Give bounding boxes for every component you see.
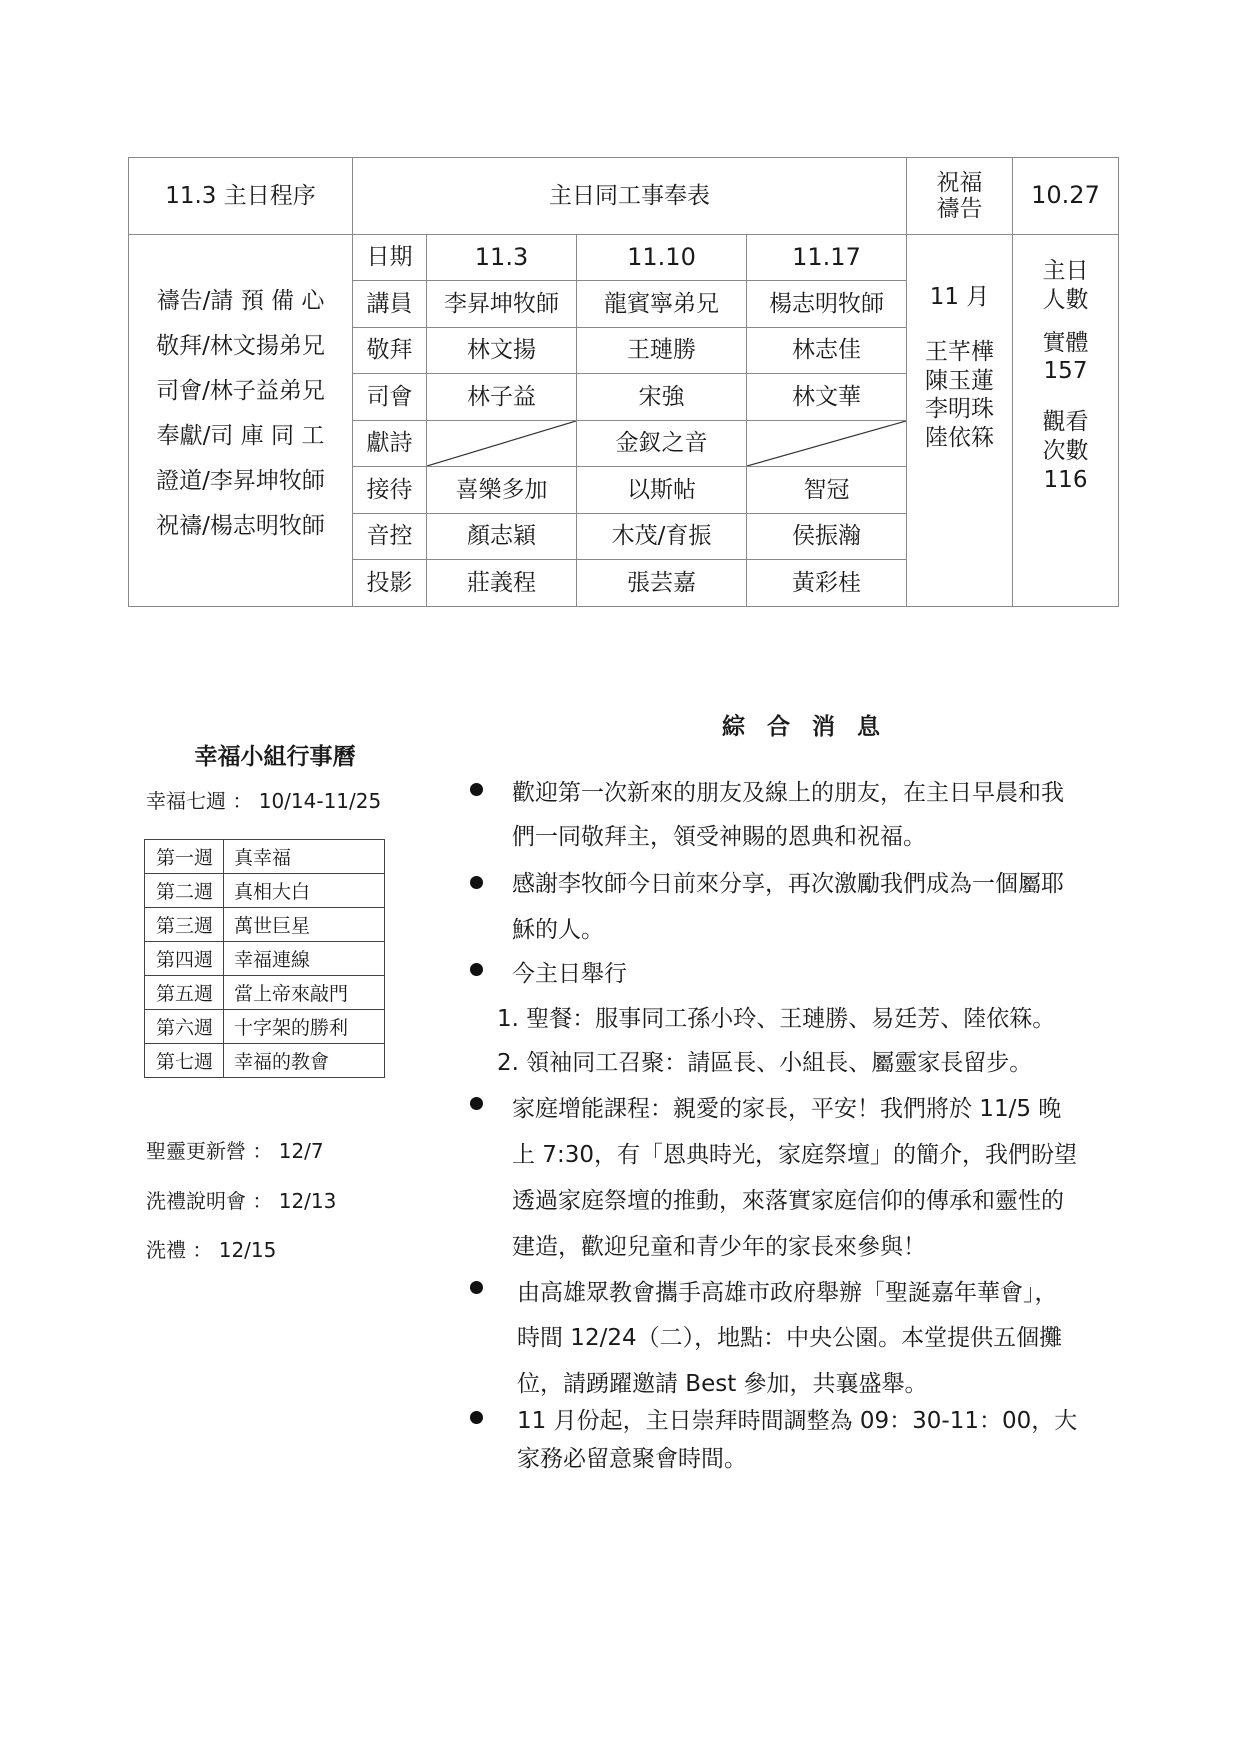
role-label: 接待 xyxy=(353,467,427,514)
program-item: 司會/林子益弟兄 xyxy=(156,378,325,404)
news-line: 由高雄眾教會攜手高雄市政府舉辦「聖誕嘉年華會」， xyxy=(517,1280,1058,1306)
roster-cell: 林文揚 xyxy=(427,328,577,374)
roster-cell: 木茂/育振 xyxy=(577,514,747,560)
roster-cell: 智冠 xyxy=(747,467,907,514)
bullet-icon xyxy=(470,1281,483,1294)
group-calendar-period: 幸福七週 ： 10/14-11/25 xyxy=(146,789,382,813)
week-table xyxy=(144,839,385,1078)
attendance: 主日 人數 實體 157 觀看 次數 116 xyxy=(1013,235,1119,607)
news-line: 們一同敬拜主，領受神賜的恩典和祝福。 xyxy=(512,824,926,850)
blessing-name: 李明珠 xyxy=(925,396,994,423)
date-label: 日期 xyxy=(353,235,427,281)
table-row: 第五週 當上帝來敲門 xyxy=(145,976,385,1010)
program-item: 奉獻/司 庫 同 工 xyxy=(156,423,325,449)
table-row: 第一週 真幸福 xyxy=(145,840,385,874)
program-item: 禱告/請 預 備 心 xyxy=(156,288,325,314)
program-item: 證道/李昇坤牧師 xyxy=(156,468,325,494)
news-subitem: 2. 領袖同工召聚：請區長、小組長、屬靈家長留步。 xyxy=(497,1050,1033,1076)
news-line: 感謝李牧師今日前來分享，再次激勵我們成為一個屬耶 xyxy=(512,871,1064,897)
physical-label: 實體 xyxy=(1042,329,1089,356)
news-title: 綜合消息 xyxy=(722,714,902,740)
empty-slash-cell xyxy=(427,421,577,467)
news-line: 建造，歡迎兒童和青少年的家長來參與！ xyxy=(512,1234,926,1260)
service-table xyxy=(128,157,1119,607)
news-line: 家務必留意聚會時間。 xyxy=(517,1446,747,1472)
table-row: 第七週 幸福的教會 xyxy=(145,1044,385,1078)
roster-cell: 林子益 xyxy=(427,374,577,421)
roster-cell: 李昇坤牧師 xyxy=(427,281,577,328)
roster-cell: 以斯帖 xyxy=(577,467,747,514)
news-line: 今主日舉行 xyxy=(512,961,627,987)
role-label: 司會 xyxy=(353,374,427,421)
news-line: 上 7:30，有「恩典時光，家庭祭壇」的簡介，我們盼望 xyxy=(512,1142,1077,1168)
news-line: 11 月份起，主日崇拜時間調整為 09：30-11：00，大 xyxy=(517,1408,1078,1434)
news-line: 位，請踴躍邀請 Best 參加，共襄盛舉。 xyxy=(517,1371,928,1397)
role-label: 音控 xyxy=(353,514,427,560)
event-item: 聖靈更新營 ： 12/7 xyxy=(146,1139,324,1163)
event-item: 洗禮說明會 ： 12/13 xyxy=(146,1189,337,1213)
bullet-icon xyxy=(470,963,483,976)
roster-cell: 林志佳 xyxy=(747,328,907,374)
roster-cell: 金釵之音 xyxy=(577,421,747,467)
empty-slash-cell xyxy=(747,421,907,467)
blessing-name: 陸依箖 xyxy=(925,425,994,451)
bullet-icon xyxy=(470,1097,483,1110)
roster-cell: 侯振瀚 xyxy=(747,514,907,560)
program-list xyxy=(129,235,353,607)
roster-date: 11.17 xyxy=(747,235,907,281)
blessing-name: 王芊樺 xyxy=(925,338,994,365)
role-label: 敬拜 xyxy=(353,328,427,374)
roster-cell: 王璉勝 xyxy=(577,328,747,374)
roster-cell: 喜樂多加 xyxy=(427,467,577,514)
roster-cell: 張芸嘉 xyxy=(577,560,747,607)
news-line: 家庭增能課程：親愛的家長，平安！我們將於 11/5 晚 xyxy=(512,1096,1062,1122)
bullet-icon xyxy=(470,1411,483,1424)
blessing-name: 陳玉蓮 xyxy=(925,367,994,394)
table-row: 第三週 萬世巨星 xyxy=(145,908,385,942)
table-row: 第四週 幸福連線 xyxy=(145,942,385,976)
news-line: 穌的人。 xyxy=(512,917,604,943)
roster-cell: 顏志穎 xyxy=(427,514,577,560)
event-item: 洗禮 ： 12/15 xyxy=(146,1238,277,1262)
roster-cell: 宋強 xyxy=(577,374,747,421)
news-line: 歡迎第一次新來的朋友及線上的朋友，在主日早晨和我 xyxy=(512,780,1064,806)
roster-cell: 林文華 xyxy=(747,374,907,421)
news-line: 透過家庭祭壇的推動，來落實家庭信仰的傳承和靈性的 xyxy=(512,1188,1064,1214)
roster-date: 11.3 xyxy=(427,235,577,281)
blessing-month: 11 月 xyxy=(929,284,990,310)
program-item: 敬拜/林文揚弟兄 xyxy=(156,333,325,359)
news-subitem: 1. 聖餐：服事同工孫小玲、王璉勝、易廷芳、陸依箖。 xyxy=(497,1006,1056,1032)
roster-header: 主日同工事奉表 xyxy=(353,158,907,235)
bullet-icon xyxy=(470,876,483,889)
program-header: 11.3 主日程序 xyxy=(129,158,353,235)
news-line: 時間 12/24（二），地點：中央公園。本堂提供五個攤 xyxy=(517,1325,1063,1351)
table-row: 第六週 十字架的勝利 xyxy=(145,1010,385,1044)
role-label: 講員 xyxy=(353,281,427,328)
group-calendar-title: 幸福小組行事曆 xyxy=(194,744,356,770)
roster-cell: 莊義程 xyxy=(427,560,577,607)
roster-date: 11.10 xyxy=(577,235,747,281)
role-label: 投影 xyxy=(353,560,427,607)
role-label: 獻詩 xyxy=(353,421,427,467)
blessing-header: 祝福 禱告 xyxy=(907,158,1013,235)
roster-cell: 楊志明牧師 xyxy=(747,281,907,328)
diagonal-line xyxy=(427,421,576,466)
blessing-names xyxy=(907,235,1013,607)
views-value: 116 xyxy=(1043,466,1088,493)
roster-cell: 黃彩桂 xyxy=(747,560,907,607)
diagonal-line xyxy=(747,421,906,466)
physical-value: 157 xyxy=(1043,358,1088,385)
bullet-icon xyxy=(470,783,483,796)
prev-date: 10.27 xyxy=(1013,158,1119,235)
program-item: 祝禱/楊志明牧師 xyxy=(156,513,325,539)
roster-cell: 龍賓寧弟兄 xyxy=(577,281,747,328)
table-row: 第二週 真相大白 xyxy=(145,874,385,908)
